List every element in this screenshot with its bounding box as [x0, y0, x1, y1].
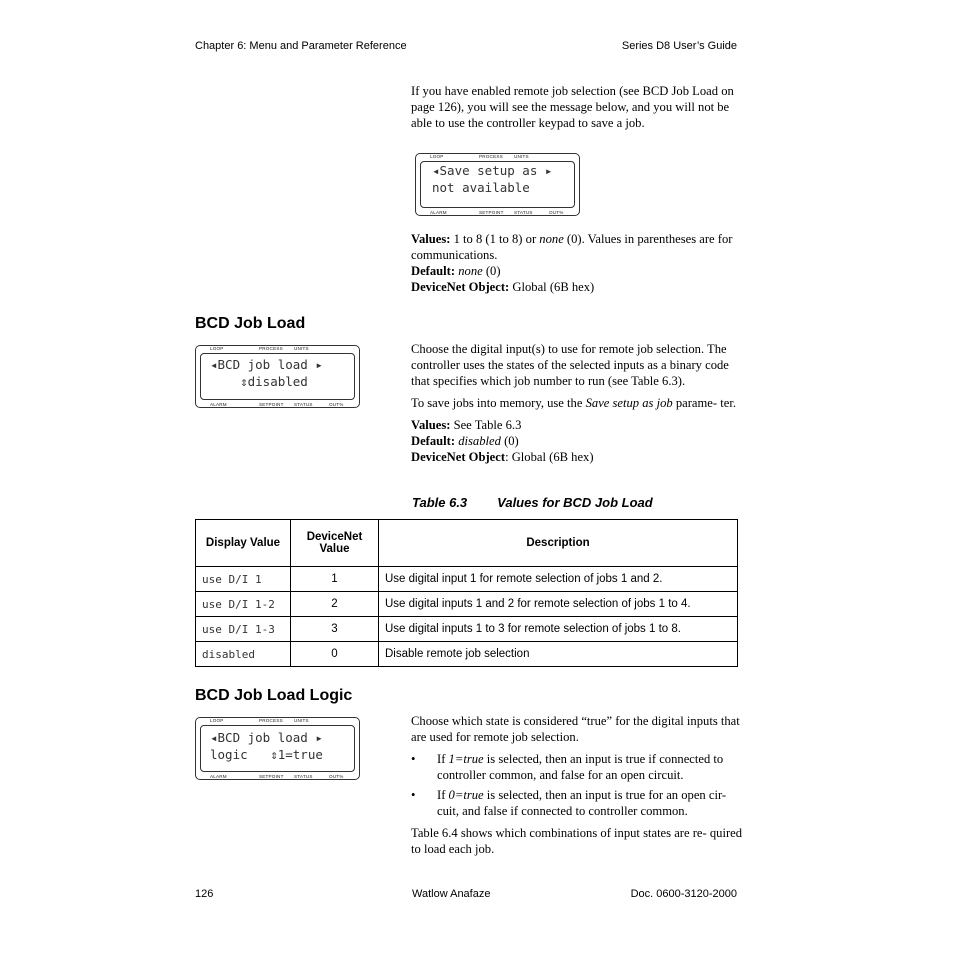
- values-table: [195, 519, 738, 667]
- bcd-job-load-description: Choose the digital input(s) to use for remote job selection. The controller uses the states of the selected inputs as a binary code that specifies which job number to run (see Table 6.3). To save jobs into memory, use the Save setup as job parame- ter. Values: See Table 6.3 Default: disabled (0) DeviceNet Object: Global (6B hex): [411, 342, 736, 464]
- col-header-devicenet: DeviceNet Value: [291, 520, 379, 567]
- header-chapter: Chapter 6: Menu and Parameter Reference: [195, 40, 407, 52]
- col-header-description: Description: [379, 520, 738, 567]
- table-caption: Table 6.3 Values for BCD Job Load: [412, 495, 653, 510]
- lcd-save-setup: LOOP PROCESS UNITS ALARM SETPOINT STATUS OUT% ◂Save setup as ▸ not available: [415, 153, 580, 216]
- bcd-job-load-logic-description: Choose which state is considered “true” for the digital inputs that are used for remote job selection. • If 1=true is selected, then an input is true if connected to controller common, and false for an open circuit. • If 0=true is selected, then an input is true for an open cir- cuit, and false if connected to controller common. Table 6.4 shows which combinations of input states are re- quired to load each job.: [411, 713, 744, 857]
- lcd-line-1: ◂BCD job load ▸: [210, 730, 323, 745]
- intro-paragraph: If you have enabled remote job selection (see BCD Job Load on page 126), you will see the message below, and you will not be able to use the controller keypad to save a job.: [411, 84, 734, 130]
- lcd-bcd-job-load-logic: LOOP PROCESS UNITS ALARM SETPOINT STATUS OUT% ◂BCD job load ▸ logic ⇕1=true: [195, 717, 360, 780]
- table-row: use D/I 1 1 Use digital input 1 for remote selection of jobs 1 and 2.: [196, 567, 738, 592]
- table-row: use D/I 1-3 3 Use digital inputs 1 to 3 for remote selection of jobs 1 to 8.: [196, 617, 738, 642]
- table-row: disabled 0 Disable remote job selection: [196, 642, 738, 667]
- col-header-display: Display Value: [196, 520, 291, 567]
- header-guide-title: Series D8 User’s Guide: [621, 40, 737, 52]
- lcd-line-2: logic ⇕1=true: [210, 747, 323, 762]
- lcd-line-2: ⇕disabled: [210, 374, 308, 389]
- save-setup-values: Values: 1 to 8 (1 to 8) or none (0). Values in parentheses are for communications. Default: none (0) DeviceNet Object: Global (6B hex): [411, 232, 733, 294]
- list-item: • If 0=true is selected, then an input is true for an open cir- cuit, and false if connected to controller common.: [411, 787, 744, 819]
- heading-bcd-job-load-logic: BCD Job Load Logic: [195, 687, 353, 704]
- lcd-line-2: not available: [432, 180, 530, 195]
- lcd-line-1: ◂Save setup as ▸: [432, 163, 553, 178]
- lcd-bcd-job-load: LOOP PROCESS UNITS ALARM SETPOINT STATUS OUT% ◂BCD job load ▸ ⇕disabled: [195, 345, 360, 408]
- lcd-line-1: ◂BCD job load ▸: [210, 357, 323, 372]
- table-row: use D/I 1-2 2 Use digital inputs 1 and 2 for remote selection of jobs 1 to 4.: [196, 592, 738, 617]
- footer-company: Watlow Anafaze: [412, 888, 491, 900]
- list-item: • If 1=true is selected, then an input is true if connected to controller common, and false for an open circuit.: [411, 751, 744, 783]
- footer-page-number: 126: [195, 888, 214, 900]
- heading-bcd-job-load: BCD Job Load: [195, 315, 306, 332]
- footer-doc-number: Doc. 0600-3120-2000: [630, 888, 737, 900]
